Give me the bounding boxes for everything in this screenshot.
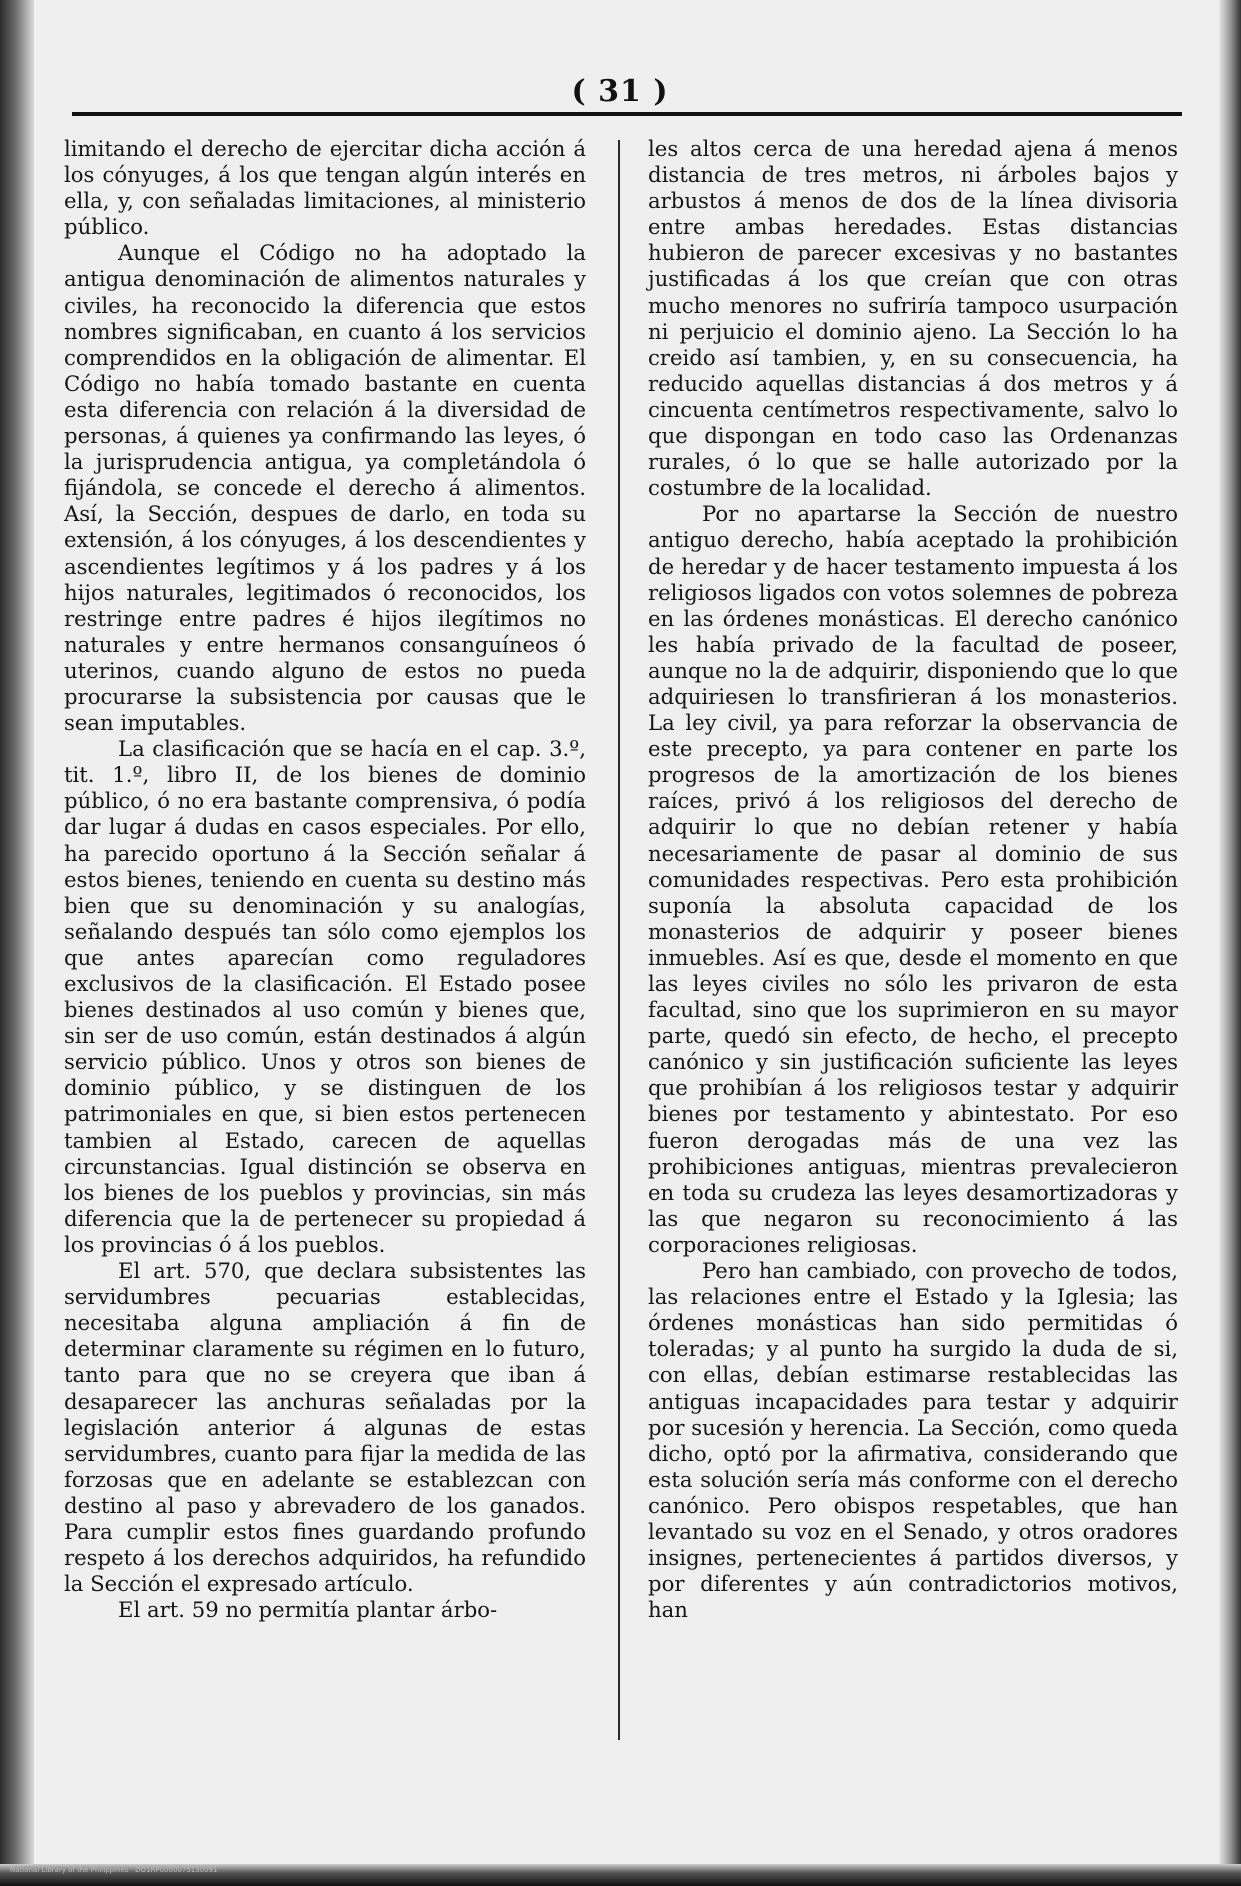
page-number: ( 31 ) (571, 74, 669, 109)
left-paragraph-1: limitando el derecho de ejercitar dicha acción á los cónyuges, á los que tengan algún interés en ella, y, con señaladas limitaciones, al ministerio público. (64, 136, 586, 240)
page-edge-right-shadow (1219, 0, 1241, 1886)
left-paragraph-4: El art. 570, que declara subsistentes las servidumbres pecuarias establecidas, necesitaba alguna ampliación á fin de determinar claramente su régimen en lo futuro, tanto para que no se creyera que iban á desaparecer las anchuras señaladas por la legislación anterior á algunas de estas servidumbres, cuanto para fijar la medida de las forzosas que en adelante se establezcan con destino al paso y abrevadero de los ganados. Para cumplir estos fines guardando profundo respeto á los derechos adquiridos, ha refundido la Sección el expresado artículo. (64, 1258, 586, 1597)
left-paragraph-3: La clasificación que se hacía en el cap. 3.º, tit. 1.º, libro II, de los bienes de dominio público, ó no era bastante comprensiva, ó podía dar lugar á dudas en casos especiales. Por ello, ha parecido oportuno á la Sección señalar á estos bienes, teniendo en cuenta su destino más bien que su denominación y su analogías, señalando después tan sólo como ejemplos los que antes aparecían como reguladores exclusivos de la clasificación. El Estado posee bienes destinados al uso común y bienes que, sin ser de uso común, están destinados á algún servicio público. Unos y otros son bienes de dominio público, y se distinguen de los patrimoniales en que, si bien estos pertenecen tambien al Estado, carecen de aquellas circunstancias. Igual distinción se observa en los bienes de los pueblos y provincias, sin más diferencia que la de pertenecer su propiedad á los provincias ó á los pueblos. (64, 736, 586, 1257)
header-rule (72, 112, 1182, 116)
left-paragraph-2: Aunque el Código no ha adoptado la antigua denominación de alimentos naturales y civiles, ha reconocido la diferencia que estos nombres significaban, en cuanto á los servicios comprendidos en la obligación de alimentar. El Código no había tomado bastante en cuenta esta diferencia con relación á la diversidad de personas, á quienes ya confirmando las leyes, ó la jurisprudencia antigua, ya completándola ó fijándola, se concede el derecho á alimentos. Así, la Sección, despues de darlo, en toda su extensión, á los cónyuges, á los descendientes y ascendientes legítimos y á los padres y á los hijos naturales, legitimados ó reconocidos, los restringe entre padres é hijos ilegítimos no naturales y entre hermanos consanguíneos ó uterinos, cuando alguno de estos no pueda procurarse la subsistencia por causas que le sean imputables. (64, 240, 586, 736)
library-watermark: National Library of the Philippines · DO1RP0000075130091 (10, 1866, 218, 1874)
column-divider (618, 140, 620, 1740)
right-paragraph-2: Por no apartarse la Sección de nuestro antiguo derecho, había aceptado la prohibición de heredar y de hacer testamento impuesta á los religiosos ligados con votos solemnes de pobreza en las órdenes monásticas. El derecho canónico les había privado de la facultad de poseer, aunque no la de adquirir, disponiendo que lo que adquiriesen lo transfirieran á los monasterios. La ley civil, ya para reforzar la observancia de este precepto, ya para contener en parte los progresos de la amortización de los bienes raíces, privó á los religiosos del derecho de adquirir lo que no debían retener y había necesariamente de pasar al dominio de sus comunidades respectivas. Pero esta prohibición suponía la absoluta capacidad de los monasterios de adquirir y poseer bienes inmuebles. Así es que, desde el momento en que las leyes civiles no sólo les privaron de esta facultad, sino que los suprimieron en su mayor parte, quedó sin efecto, de hecho, el precepto canónico y sin justificación suficiente las leyes que prohibían á los religiosos testar y adquirir bienes por testamento y abintestato. Por eso fueron derogadas más de una vez las prohibiciones antiguas, mientras prevalecieron en toda su crudeza las leyes desamortizadoras y las que negaron su reconocimiento á las corporaciones religiosas. (648, 501, 1178, 1257)
left-column (64, 136, 586, 1623)
right-paragraph-3: Pero han cambiado, con provecho de todos, las relaciones entre el Estado y la Iglesia; las órdenes monásticas han sido permitidas ó toleradas; y al punto ha surgido la duda de si, con ellas, debían estimarse restablecidas las antiguas incapacidades para testar y adquirir por sucesión y herencia. La Sección, como queda dicho, optó por la afirmativa, considerando que esta solución sería más conforme con el derecho canónico. Pero obispos respetables, que han levantado su voz en el Senado, y otros oradores insignes, pertenecientes á partidos diversos, y por diferentes y aún contradictorios motivos, han (648, 1258, 1178, 1623)
right-paragraph-1: les altos cerca de una heredad ajena á menos distancia de tres metros, ni árboles bajos y arbustos á menos de dos de la línea divisoria entre ambas heredades. Estas distancias hubieron de parecer excesivas y no bastantes justificadas á los que creían que con otras mucho menores no sufriría tampoco usurpación ni perjuicio el dominio ajeno. La Sección lo ha creido así tambien, y, en su consecuencia, ha reducido aquellas distancias á dos metros y á cincuenta centímetros respectivamente, salvo lo que dispongan en todo caso las Ordenanzas rurales, ó lo que se halle autorizado por la costumbre de la localidad. (648, 136, 1178, 501)
right-column (648, 136, 1178, 1623)
left-paragraph-5: El art. 59 no permitía plantar árbo- (118, 1597, 498, 1623)
page-edge-left-shadow (0, 0, 34, 1886)
